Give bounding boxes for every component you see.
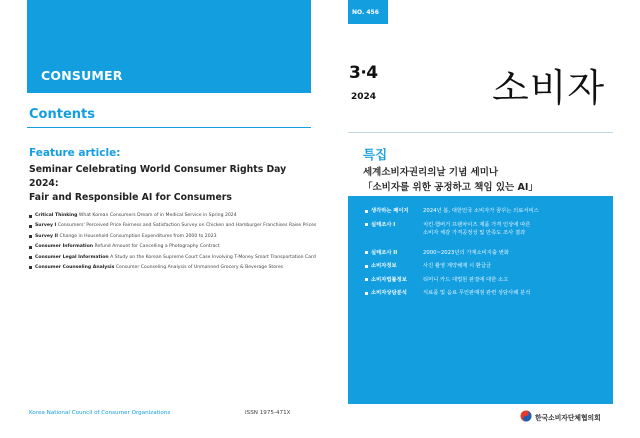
magazine-title: 소비자 [492,66,606,110]
list-item [365,289,610,298]
issn-number: ISSN 1975-471X [245,410,291,416]
list-item [29,253,329,263]
list-item [365,276,610,285]
item-label: 실태조사 II [371,249,398,256]
item-label: 소비자정보 [371,263,397,269]
issue-year: 2024 [351,92,377,102]
contents-box [348,196,613,404]
contents-divider [27,127,311,128]
contents-heading: Contents [29,107,95,122]
item-text: What Korean Consumers Dream of in Medical Service in Spring 2024 [78,213,237,218]
list-item [365,207,610,216]
left-header-band [27,0,311,93]
item-label: Critical Thinking [35,213,78,218]
item-text: Change in Household Consumption Expenditures from 2000 to 2023 [59,233,217,239]
bullet-icon [365,292,368,295]
title-divider [348,132,613,133]
item-label: 소비자상담분석 [371,290,407,296]
bullet-icon [365,278,368,281]
list-item [365,249,610,258]
special-feature-label: 특집 [363,147,388,162]
item-label: 생각하는 페이지 [371,208,409,214]
special-feature-title-line2: 「소비자를 위한 공정하고 책임 있는 AI」 [363,182,538,193]
item-text: 식료품 및 음료 무인판매점 관련 상담사례 분석 [423,290,531,296]
item-text: 2024년 봄, 대한민국 소비자가 꿈꾸는 의료서비스 [423,208,539,214]
item-label: Survey I [35,223,57,229]
item-label: 소비자법률정보 [371,276,407,283]
item-text-line1: 치킨·햄버거 프랜차이즈 제품 가격 인상에 따른 [423,221,531,228]
publisher-logo-text: 한국소비자단체협의회 [535,414,601,422]
list-item [29,263,329,273]
item-label: Consumer Legal Information [35,254,109,260]
bullet-icon [365,265,368,268]
feature-title [29,163,311,205]
item-text: Consumers' Perceived Price Fairness and Satisfaction Survey on Chicken and Hamburger Franchises Raise Prices [57,223,317,229]
list-item [365,221,610,238]
korean-contents-list [365,207,610,298]
item-label: Survey II [35,233,58,239]
bullet-icon [29,235,32,238]
item-text-line2: 소비자 체감 가격공정성 및 만족도 조사 결과 [423,230,526,236]
list-item [29,232,329,242]
item-text: 2000~2023년의 가계소비지출 변화 [423,249,509,256]
item-text: A Study on the Korean Supreme Court Case Involving T-Money Smart Transportation Card [110,254,316,260]
publisher-name: Korea National Council of Consumer Organizations [29,410,171,416]
item-label: Consumer Counseling Analysis [35,264,115,270]
bullet-icon [29,256,32,259]
item-label: 실태조사 I [371,221,396,228]
item-text: 티머니 카드 대법원 판결에 대한 소고 [423,276,509,283]
consumer-wordmark: CONSUMER [41,68,123,83]
bullet-icon [365,223,368,226]
bullet-icon [365,251,368,254]
publisher-logo [520,410,620,424]
publisher-logo-icon [520,410,532,422]
issue-number-badge [348,0,388,24]
bullet-icon [29,215,32,218]
special-feature-title-line1: 세계소비자권리의날 기념 세미나 [363,167,499,178]
bullet-icon [29,225,32,228]
item-text: Consumer Counseling Analysis of Unmanned Grocery & Beverage Stores [115,264,284,270]
bullet-icon [365,210,368,213]
item-label: Consumer Information [35,244,94,250]
item-text: Refund Amount for Cancelling a Photography Contract [94,244,220,250]
list-item [365,262,610,271]
list-item [29,211,329,221]
feature-title-line2: Fair and Responsible AI for Consumers [29,192,232,203]
list-item [29,242,329,252]
issue-months: 3·4 [349,63,378,83]
feature-label: Feature article: [29,147,121,159]
list-item [29,221,329,231]
bullet-icon [29,266,32,269]
feature-title-line1: Seminar Celebrating World Consumer Rights Day 2024: [29,164,287,189]
item-text: 사진 촬영 계약해제 시 환급금 [423,263,492,269]
bullet-icon [29,246,32,249]
contents-list [29,211,329,273]
issue-number-text: NO. 456 [352,9,379,16]
